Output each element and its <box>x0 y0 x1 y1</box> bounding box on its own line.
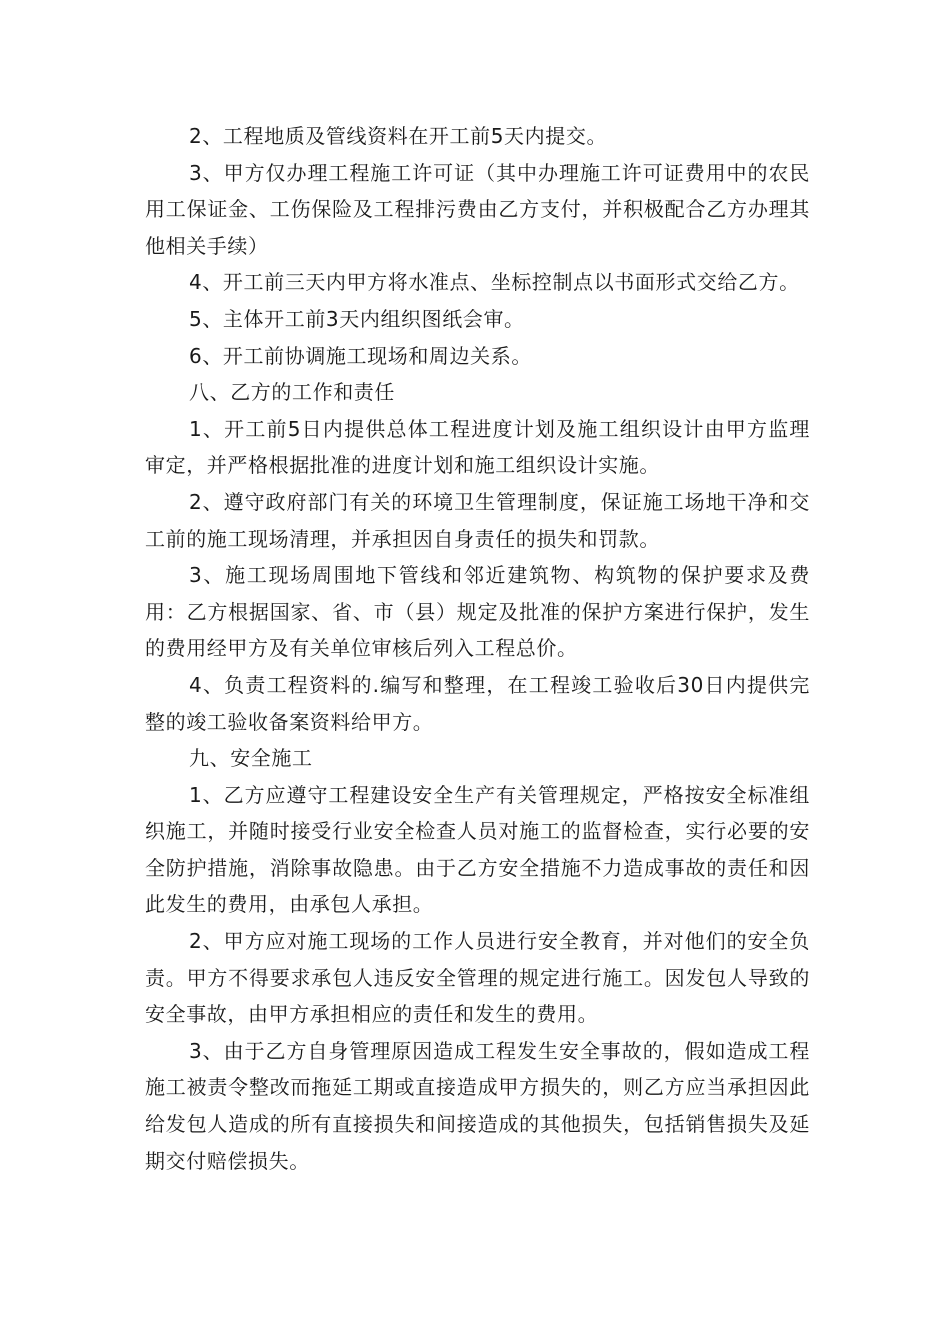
paragraph-item-5-drawing-review: 5、主体开工前3天内组织图纸会审。 <box>189 306 525 331</box>
paragraph-safety-item-1: 1、乙方应遵守工程建设安全生产有关管理规定，严格按安全标准组织施工，并随时接受行业安全检查人员对施工的监督检查，实行必要的安全防护措施，消除事故隐患。由于乙方安全措施不力造成事故的责任和因此发生的费用，由承包人承担。 <box>145 782 810 917</box>
paragraph-item-3-pipeline-protection: 3、施工现场周围地下管线和邻近建筑物、构筑物的保护要求及费用：乙方根据国家、省、市（县）规定及批准的保护方案进行保护，发生的费用经甲方及有关单位审核后列入工程总价。 <box>145 563 810 661</box>
paragraph-item-2-geology: 2、工程地质及管线资料在开工前5天内提交。 <box>189 124 608 148</box>
paragraph-item-4-documentation: 4、负责工程资料的.编写和整理，在工程竣工验收后30日内提供完整的竣工验收备案资料给甲方。 <box>145 672 810 734</box>
document-body <box>145 118 810 1179</box>
paragraph-item-1-schedule: 1、开工前5日内提供总体工程进度计划及施工组织设计由甲方监理审定，并严格根据批准的进度计划和施工组织设计实施。 <box>145 416 810 478</box>
section-heading-safety: 九、安全施工 <box>189 746 313 771</box>
paragraph-item-3-permit: 3、甲方仅办理工程施工许可证（其中办理施工许可证费用中的农民用工保证金、工伤保险及工程排污费由乙方支付，并积极配合乙方办理其他相关手续） <box>145 160 810 258</box>
paragraph-item-6-coordination: 6、开工前协调施工现场和周边关系。 <box>189 343 532 368</box>
paragraph-item-4-benchmarks: 4、开工前三天内甲方将水准点、坐标控制点以书面形式交给乙方。 <box>189 270 800 295</box>
paragraph-safety-item-3: 3、由于乙方自身管理原因造成工程发生安全事故的，假如造成工程施工被责令整改而拖延工期或直接造成甲方损失的，则乙方应当承担因此给发包人造成的所有直接损失和间接造成的其他损失，包括销售损失及延期交付赔偿损失。 <box>145 1038 810 1173</box>
section-heading-party-b-duties: 八、乙方的工作和责任 <box>189 380 395 405</box>
paragraph-item-2-sanitation: 2、遵守政府部门有关的环境卫生管理制度，保证施工场地干净和交工前的施工现场清理，并承担因自身责任的损失和罚款。 <box>145 489 810 551</box>
paragraph-safety-item-2: 2、甲方应对施工现场的工作人员进行安全教育，并对他们的安全负责。甲方不得要求承包人违反安全管理的规定进行施工。因发包人导致的安全事故，由甲方承担相应的责任和发生的费用。 <box>145 929 810 1027</box>
